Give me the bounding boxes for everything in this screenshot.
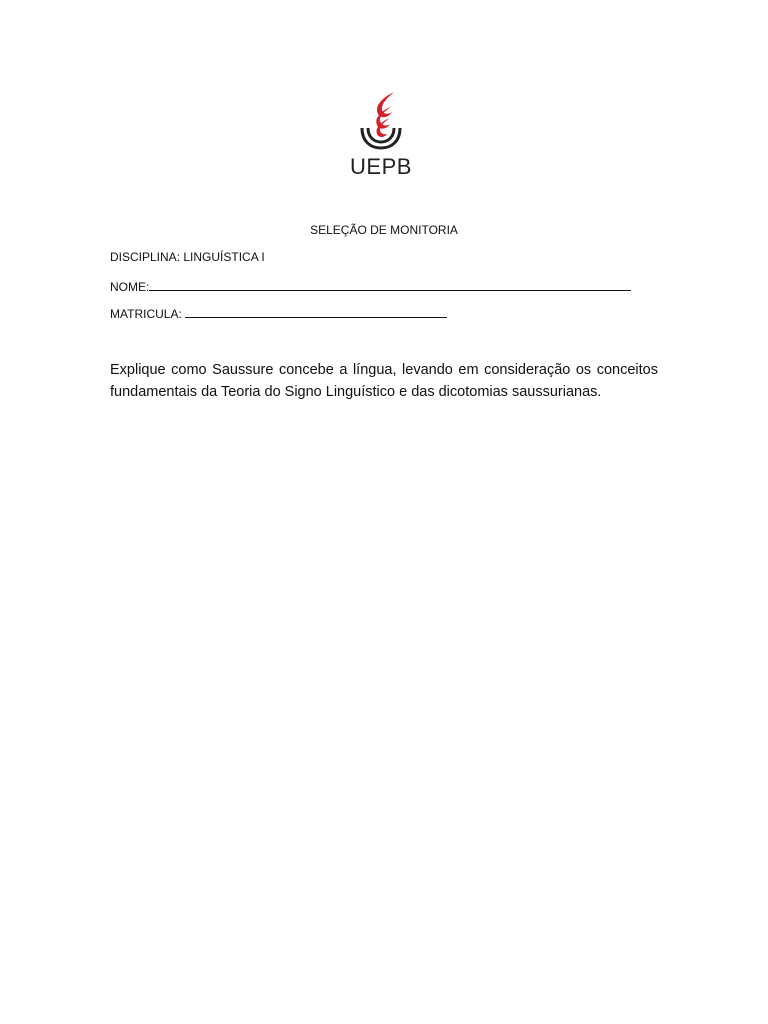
logo-text: UEPB — [350, 154, 412, 179]
nome-blank-line — [149, 279, 631, 291]
uepb-emblem-icon — [348, 88, 414, 154]
matricula-blank-line — [185, 306, 447, 318]
disciplina-field — [110, 250, 265, 264]
nome-field — [110, 279, 631, 294]
disciplina-label: DISCIPLINA: LINGUÍSTICA I — [110, 250, 265, 264]
document-title: SELEÇÃO DE MONITORIA — [310, 223, 458, 237]
question-text: Explique como Saussure concebe a língua, levando em consideração os conceitos fundamentais da Teoria do Signo Linguístico e das dicotomias saussurianas. — [110, 362, 658, 400]
matricula-label: MATRICULA: — [110, 307, 182, 321]
nome-label: NOME: — [110, 280, 150, 294]
matricula-field — [110, 306, 447, 321]
uepb-logo — [348, 88, 414, 184]
